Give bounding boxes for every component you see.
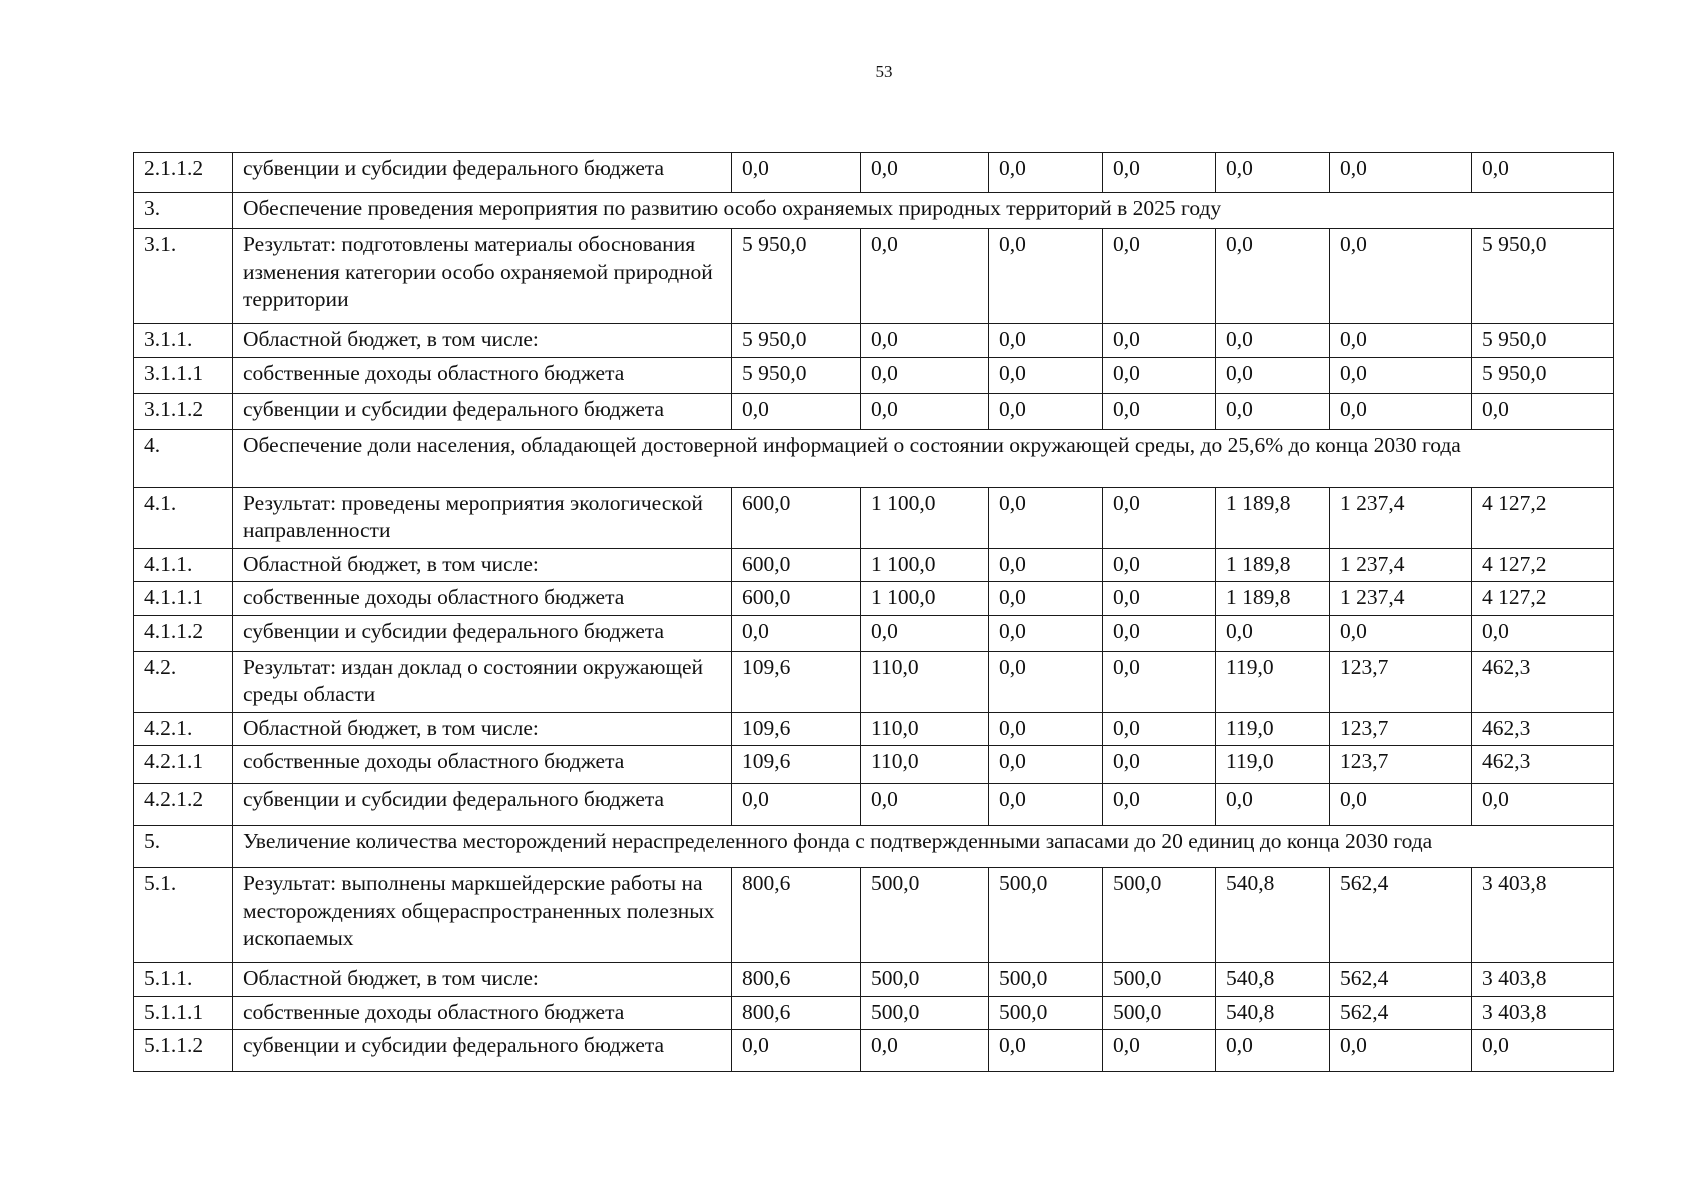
value-cell: 1 100,0 bbox=[861, 582, 989, 616]
value-cell: 0,0 bbox=[989, 1030, 1103, 1072]
table-row bbox=[134, 1030, 1614, 1072]
row-name: Результат: выполнены маркшейдерские работы на месторождениях общераспространенных полезных ископаемых bbox=[233, 868, 732, 963]
value-cell: 0,0 bbox=[989, 393, 1103, 429]
value-cell: 0,0 bbox=[1330, 1030, 1472, 1072]
value-cell: 1 189,8 bbox=[1216, 487, 1330, 548]
table-row bbox=[134, 651, 1614, 712]
row-name: Областной бюджет, в том числе: bbox=[233, 324, 732, 358]
row-code: 3.1.1.1 bbox=[134, 357, 233, 393]
value-cell: 1 237,4 bbox=[1330, 582, 1472, 616]
value-cell: 0,0 bbox=[1103, 357, 1216, 393]
table-row bbox=[134, 712, 1614, 746]
value-cell: 0,0 bbox=[732, 153, 861, 193]
table-row bbox=[134, 548, 1614, 582]
value-cell: 123,7 bbox=[1330, 651, 1472, 712]
value-cell: 0,0 bbox=[1330, 229, 1472, 324]
value-cell: 462,3 bbox=[1472, 746, 1614, 784]
table-row bbox=[134, 153, 1614, 193]
value-cell: 1 237,4 bbox=[1330, 548, 1472, 582]
value-cell: 0,0 bbox=[1472, 784, 1614, 826]
value-cell: 462,3 bbox=[1472, 651, 1614, 712]
row-code: 4. bbox=[134, 429, 233, 487]
value-cell: 1 237,4 bbox=[1330, 487, 1472, 548]
section-title: Обеспечение проведения мероприятия по развитию особо охраняемых природных территорий в 2025 году bbox=[233, 193, 1614, 229]
row-code: 4.1. bbox=[134, 487, 233, 548]
value-cell: 0,0 bbox=[1103, 393, 1216, 429]
value-cell: 110,0 bbox=[861, 746, 989, 784]
value-cell: 0,0 bbox=[861, 229, 989, 324]
row-name: субвенции и субсидии федерального бюджета bbox=[233, 153, 732, 193]
value-cell: 0,0 bbox=[1216, 615, 1330, 651]
value-cell: 0,0 bbox=[1103, 1030, 1216, 1072]
value-cell: 0,0 bbox=[989, 229, 1103, 324]
value-cell: 0,0 bbox=[1330, 153, 1472, 193]
row-code: 4.1.1.1 bbox=[134, 582, 233, 616]
value-cell: 0,0 bbox=[1216, 324, 1330, 358]
value-cell: 0,0 bbox=[1472, 153, 1614, 193]
value-cell: 562,4 bbox=[1330, 868, 1472, 963]
value-cell: 0,0 bbox=[1103, 153, 1216, 193]
value-cell: 0,0 bbox=[1216, 784, 1330, 826]
row-name: Областной бюджет, в том числе: bbox=[233, 963, 732, 997]
value-cell: 0,0 bbox=[989, 487, 1103, 548]
section-row bbox=[134, 826, 1614, 868]
value-cell: 800,6 bbox=[732, 996, 861, 1030]
value-cell: 0,0 bbox=[989, 712, 1103, 746]
value-cell: 0,0 bbox=[1472, 393, 1614, 429]
table-row bbox=[134, 868, 1614, 963]
value-cell: 109,6 bbox=[732, 746, 861, 784]
value-cell: 500,0 bbox=[989, 868, 1103, 963]
value-cell: 0,0 bbox=[1103, 615, 1216, 651]
row-code: 4.1.1.2 bbox=[134, 615, 233, 651]
value-cell: 0,0 bbox=[989, 746, 1103, 784]
table-row bbox=[134, 615, 1614, 651]
value-cell: 0,0 bbox=[861, 615, 989, 651]
value-cell: 109,6 bbox=[732, 712, 861, 746]
row-code: 3.1.1. bbox=[134, 324, 233, 358]
value-cell: 0,0 bbox=[1216, 153, 1330, 193]
value-cell: 800,6 bbox=[732, 963, 861, 997]
value-cell: 0,0 bbox=[1103, 487, 1216, 548]
value-cell: 0,0 bbox=[861, 357, 989, 393]
row-code: 5.1.1. bbox=[134, 963, 233, 997]
value-cell: 109,6 bbox=[732, 651, 861, 712]
row-code: 5.1.1.1 bbox=[134, 996, 233, 1030]
row-name: собственные доходы областного бюджета bbox=[233, 996, 732, 1030]
value-cell: 500,0 bbox=[989, 963, 1103, 997]
row-code: 3.1. bbox=[134, 229, 233, 324]
value-cell: 0,0 bbox=[732, 1030, 861, 1072]
value-cell: 540,8 bbox=[1216, 963, 1330, 997]
row-code: 5. bbox=[134, 826, 233, 868]
value-cell: 3 403,8 bbox=[1472, 996, 1614, 1030]
value-cell: 0,0 bbox=[861, 1030, 989, 1072]
value-cell: 500,0 bbox=[861, 963, 989, 997]
row-name: субвенции и субсидии федерального бюджета bbox=[233, 393, 732, 429]
row-code: 3.1.1.2 bbox=[134, 393, 233, 429]
section-row bbox=[134, 429, 1614, 487]
row-name: Результат: подготовлены материалы обоснования изменения категории особо охраняемой природной территории bbox=[233, 229, 732, 324]
value-cell: 3 403,8 bbox=[1472, 963, 1614, 997]
value-cell: 0,0 bbox=[989, 784, 1103, 826]
value-cell: 500,0 bbox=[1103, 996, 1216, 1030]
value-cell: 500,0 bbox=[861, 996, 989, 1030]
table-row bbox=[134, 357, 1614, 393]
value-cell: 0,0 bbox=[732, 615, 861, 651]
value-cell: 5 950,0 bbox=[732, 229, 861, 324]
value-cell: 0,0 bbox=[1330, 615, 1472, 651]
row-code: 4.2.1.1 bbox=[134, 746, 233, 784]
value-cell: 0,0 bbox=[989, 357, 1103, 393]
value-cell: 119,0 bbox=[1216, 712, 1330, 746]
value-cell: 1 189,8 bbox=[1216, 582, 1330, 616]
value-cell: 800,6 bbox=[732, 868, 861, 963]
value-cell: 0,0 bbox=[1216, 229, 1330, 324]
value-cell: 0,0 bbox=[1472, 615, 1614, 651]
value-cell: 0,0 bbox=[989, 153, 1103, 193]
value-cell: 1 189,8 bbox=[1216, 548, 1330, 582]
value-cell: 0,0 bbox=[1216, 357, 1330, 393]
row-name: субвенции и субсидии федерального бюджета bbox=[233, 615, 732, 651]
value-cell: 0,0 bbox=[1330, 324, 1472, 358]
value-cell: 0,0 bbox=[989, 548, 1103, 582]
table-row bbox=[134, 963, 1614, 997]
value-cell: 0,0 bbox=[1103, 712, 1216, 746]
value-cell: 1 100,0 bbox=[861, 487, 989, 548]
value-cell: 5 950,0 bbox=[732, 357, 861, 393]
value-cell: 5 950,0 bbox=[1472, 324, 1614, 358]
row-name: собственные доходы областного бюджета bbox=[233, 582, 732, 616]
value-cell: 1 100,0 bbox=[861, 548, 989, 582]
value-cell: 0,0 bbox=[1330, 784, 1472, 826]
table-row bbox=[134, 324, 1614, 358]
value-cell: 600,0 bbox=[732, 548, 861, 582]
value-cell: 500,0 bbox=[861, 868, 989, 963]
value-cell: 562,4 bbox=[1330, 996, 1472, 1030]
value-cell: 0,0 bbox=[989, 651, 1103, 712]
value-cell: 119,0 bbox=[1216, 746, 1330, 784]
row-name: Областной бюджет, в том числе: bbox=[233, 712, 732, 746]
value-cell: 500,0 bbox=[1103, 868, 1216, 963]
value-cell: 0,0 bbox=[1103, 651, 1216, 712]
row-code: 4.2.1.2 bbox=[134, 784, 233, 826]
value-cell: 110,0 bbox=[861, 651, 989, 712]
value-cell: 0,0 bbox=[989, 324, 1103, 358]
table-row bbox=[134, 582, 1614, 616]
value-cell: 0,0 bbox=[1330, 393, 1472, 429]
value-cell: 4 127,2 bbox=[1472, 548, 1614, 582]
value-cell: 600,0 bbox=[732, 582, 861, 616]
table-row bbox=[134, 784, 1614, 826]
value-cell: 0,0 bbox=[861, 393, 989, 429]
row-name: Результат: издан доклад о состоянии окружающей среды области bbox=[233, 651, 732, 712]
row-name: Результат: проведены мероприятия экологической направленности bbox=[233, 487, 732, 548]
value-cell: 0,0 bbox=[861, 153, 989, 193]
budget-table-body bbox=[134, 153, 1614, 1072]
table-row bbox=[134, 996, 1614, 1030]
value-cell: 0,0 bbox=[1103, 548, 1216, 582]
value-cell: 0,0 bbox=[732, 393, 861, 429]
value-cell: 0,0 bbox=[1103, 582, 1216, 616]
table-row bbox=[134, 487, 1614, 548]
value-cell: 0,0 bbox=[989, 615, 1103, 651]
value-cell: 462,3 bbox=[1472, 712, 1614, 746]
section-title: Обеспечение доли населения, обладающей достоверной информацией о состоянии окружающей среды, до 25,6% до конца 2030 года bbox=[233, 429, 1614, 487]
value-cell: 0,0 bbox=[1472, 1030, 1614, 1072]
budget-table bbox=[133, 152, 1614, 1072]
section-title: Увеличение количества месторождений нераспределенного фонда с подтвержденными запасами до 20 единиц до конца 2030 года bbox=[233, 826, 1614, 868]
row-name: субвенции и субсидии федерального бюджета bbox=[233, 1030, 732, 1072]
table-row bbox=[134, 229, 1614, 324]
value-cell: 110,0 bbox=[861, 712, 989, 746]
value-cell: 4 127,2 bbox=[1472, 582, 1614, 616]
page-number: 53 bbox=[875, 62, 893, 81]
row-code: 4.1.1. bbox=[134, 548, 233, 582]
value-cell: 0,0 bbox=[861, 784, 989, 826]
value-cell: 0,0 bbox=[732, 784, 861, 826]
value-cell: 540,8 bbox=[1216, 868, 1330, 963]
value-cell: 0,0 bbox=[1216, 393, 1330, 429]
row-code: 3. bbox=[134, 193, 233, 229]
table-row bbox=[134, 746, 1614, 784]
row-code: 4.2. bbox=[134, 651, 233, 712]
value-cell: 0,0 bbox=[1216, 1030, 1330, 1072]
value-cell: 4 127,2 bbox=[1472, 487, 1614, 548]
value-cell: 0,0 bbox=[1103, 746, 1216, 784]
table-row bbox=[134, 393, 1614, 429]
value-cell: 500,0 bbox=[989, 996, 1103, 1030]
value-cell: 0,0 bbox=[1103, 784, 1216, 826]
row-code: 4.2.1. bbox=[134, 712, 233, 746]
value-cell: 500,0 bbox=[1103, 963, 1216, 997]
value-cell: 540,8 bbox=[1216, 996, 1330, 1030]
value-cell: 5 950,0 bbox=[732, 324, 861, 358]
value-cell: 0,0 bbox=[1330, 357, 1472, 393]
value-cell: 600,0 bbox=[732, 487, 861, 548]
row-code: 5.1. bbox=[134, 868, 233, 963]
value-cell: 119,0 bbox=[1216, 651, 1330, 712]
value-cell: 0,0 bbox=[989, 582, 1103, 616]
value-cell: 0,0 bbox=[1103, 324, 1216, 358]
value-cell: 562,4 bbox=[1330, 963, 1472, 997]
section-row bbox=[134, 193, 1614, 229]
value-cell: 123,7 bbox=[1330, 746, 1472, 784]
value-cell: 0,0 bbox=[861, 324, 989, 358]
value-cell: 3 403,8 bbox=[1472, 868, 1614, 963]
row-code: 5.1.1.2 bbox=[134, 1030, 233, 1072]
row-name: Областной бюджет, в том числе: bbox=[233, 548, 732, 582]
row-name: собственные доходы областного бюджета bbox=[233, 357, 732, 393]
value-cell: 0,0 bbox=[1103, 229, 1216, 324]
value-cell: 123,7 bbox=[1330, 712, 1472, 746]
value-cell: 5 950,0 bbox=[1472, 357, 1614, 393]
row-code: 2.1.1.2 bbox=[134, 153, 233, 193]
row-name: субвенции и субсидии федерального бюджета bbox=[233, 784, 732, 826]
row-name: собственные доходы областного бюджета bbox=[233, 746, 732, 784]
value-cell: 5 950,0 bbox=[1472, 229, 1614, 324]
